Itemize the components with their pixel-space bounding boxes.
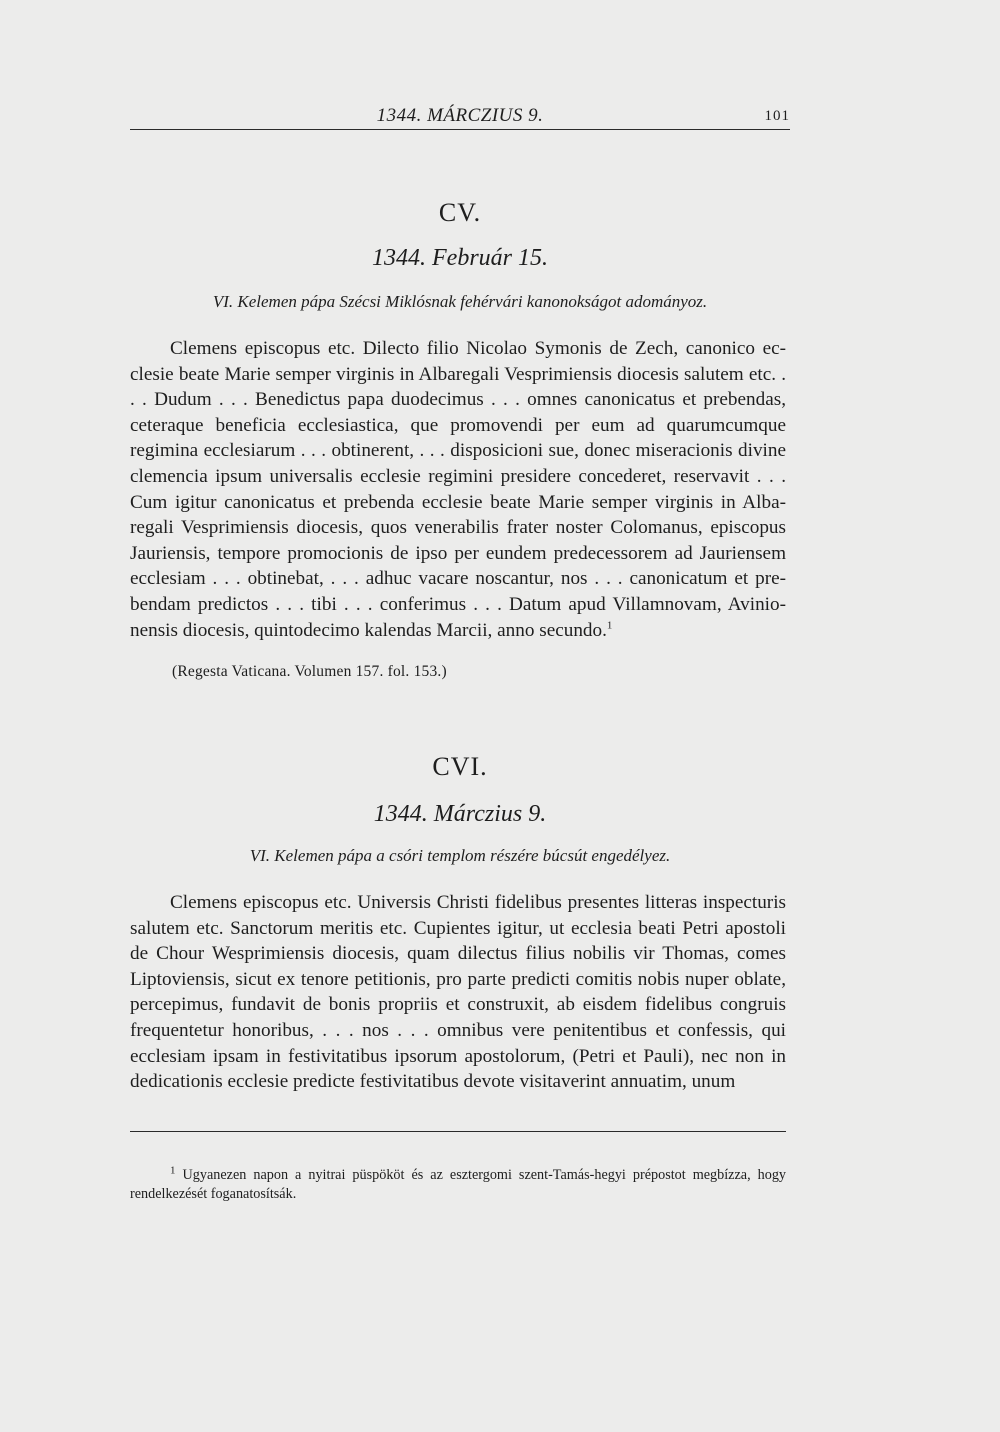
document-body-text: Clemens episcopus etc. Universis Christi fidelibus presentes litteras inspecturis salutem etc. Sanctorum meritis etc. Cupientes igitur, ut ecclesia beati Petri apostoli de Chour Wesprimiensis diocesis, quam dilectus filius nobilis vir Thomas, comes Liptoviensis, sicut ex tenore petitionis, pro parte predicti comitis nobis nuper oblate, percepimus, fundavit de bonis propriis et construxit, ab eisdem fidelibus congruis frequentetur honoribus, . . . nos . . . omnibus vere penitentibus et confessis, qui ecclesiam ipsam in festivitatibus ipsorum apostolorum, (Petri et Pauli), nec non in dedicationis ecclesie predicte festivitatibus devote visitaverint annuatim, unum	[130, 892, 786, 1093]
running-head-title: 1344. MÁRCZIUS 9.	[376, 105, 544, 126]
document-body	[130, 890, 786, 1095]
document-number: CVI.	[432, 752, 488, 781]
page-number: 101	[764, 108, 790, 124]
document-date: 1344. Márczius 9.	[373, 801, 547, 827]
document-summary: VI. Kelemen pápa a csóri templom részére búcsút engedélyez.	[249, 846, 671, 865]
running-head	[130, 103, 790, 130]
document-source: (Regesta Vaticana. Volumen 157. fol. 153.)	[172, 663, 447, 680]
document-summary: VI. Kelemen pápa Szécsi Miklósnak fehérvári kanonokságot adományoz.	[212, 292, 708, 311]
document-number: CV.	[438, 198, 482, 227]
footnote-reference: 1	[606, 619, 613, 632]
footnote-rule	[130, 1131, 786, 1132]
document-body	[130, 336, 786, 643]
footnote-mark: 1	[170, 1164, 176, 1177]
document-date: 1344. Február 15.	[372, 245, 548, 271]
document-body-text: Clemens episcopus etc. Dilecto filio Nicolao Symonis de Zech, canonico ecclesie beate Marie semper virginis in Albaregali Vesprimiensis diocesis salutem etc. . . . Dudum . . . Benedictus papa duodecimus . . . omnes canonicatus et prebendas, ceteraque beneficia ecclesiastica, que promovendi per eum ad quarumcumque regimina ecclesiarum . . . obtinerent, . . . disposicioni sue, donec miseracionis divine clemencia ipsum universalis ecclesie regimini presidere concederet, reservavit . . . Cum igitur canonicatus et prebenda ecclesie beate Marie semper virginis in Albaregali Vesprimiensis diocesis, quos venerabilis frater noster Colomanus, episcopus Jauriensis, tempore promocionis de ipso per eundem predecessorem ad Jauriensem ecclesiam . . . obtinebat, . . . adhuc vacare noscantur, nos . . . canonicatum et prebendam predictos . . . tibi . . . conferimus . . . Datum apud Villamnovam, Avinionensis diocesis, quintodecimo kalendas Marcii, anno secundo.	[130, 338, 786, 641]
footnote	[130, 1166, 786, 1204]
footnote-text: Ugyanezen napon a nyitrai püspököt és az esztergomi szent-Tamás-hegyi prépostot megbízza, hogy rendelkezését foganatosítsák.	[130, 1167, 787, 1202]
